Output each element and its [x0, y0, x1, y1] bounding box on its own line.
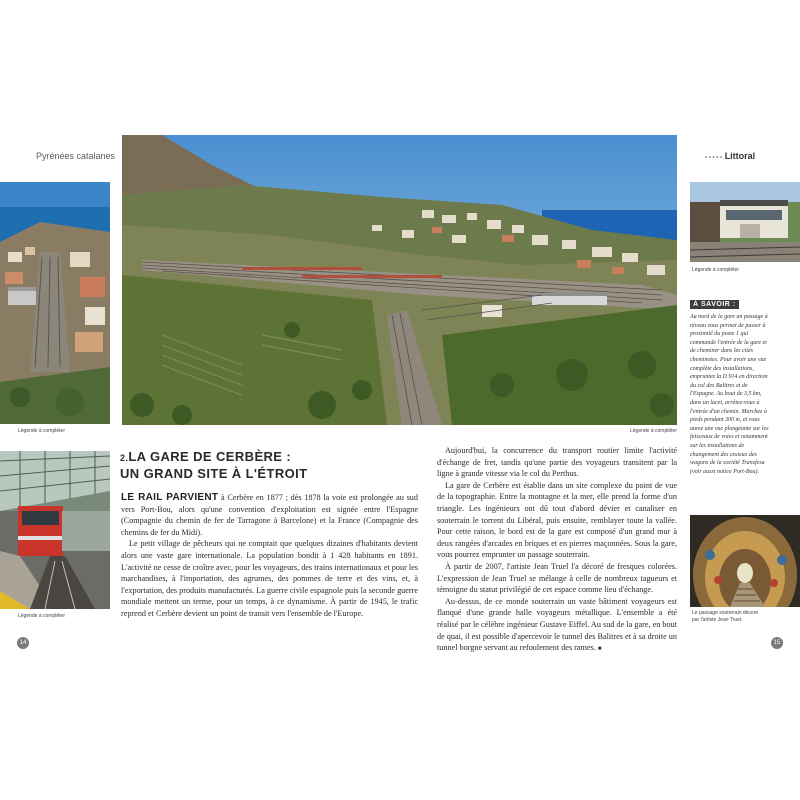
- caption-right-bottom: [692, 610, 758, 623]
- article-title-line2: UN GRAND SITE À L'ÉTROIT: [120, 466, 308, 481]
- running-header-left: Pyrénées catalanes: [36, 151, 116, 161]
- article-p6: Au-dessus, de ce monde souterrain un vaste bâtiment voyageurs est flanqué d'une grande halle voyageurs métallique. L'ensemble a été réalisé par le célèbre ingénieur Gustave Eiffel. Au sud de la gare, en bout de quai, il est possible d'apercevoir le tunnel des Balitres et à sa droite un tunnel borgne servant au refoulement des rames.: [437, 596, 677, 653]
- sidebar-label: À SAVOIR :: [690, 300, 739, 309]
- article-title-line1: LA GARE DE CERBÈRE :: [128, 449, 292, 464]
- header-dots: • • • • •: [705, 155, 723, 161]
- caption-right-top: Légende à compléter: [692, 267, 739, 273]
- photo-decorated-underpass: [690, 515, 800, 607]
- article-column-left: [121, 492, 418, 620]
- article-p2: Le petit village de pêcheurs qui ne comptait que quelques dizaines d'habitants devient alors une vaste gare internationale. La population bondit à 1 428 habitants en 1891. L'activité ne cesse de croître avec, pour les voyageurs, des trains internationaux et pour les marchandises, à l'importation, des agrumes, des pommes de terre et des vins, et, à l'exportation, des produits manufacturés. La guerre civile espagnole puis la seconde guerre mondiale mettent un terme, pour un temps, à ce dynamisme. À partir de 1945, le trafic reprend et Cerbère devient un point de transit vers l'ensemble de l'Europe.: [121, 539, 418, 618]
- article-title: [120, 449, 420, 481]
- photo-signal-box: [690, 182, 800, 262]
- photo-station-hall: [0, 451, 110, 609]
- sidebar-a-savoir: [690, 293, 772, 476]
- photo-cerbere-coast: [0, 182, 110, 424]
- article-end-mark: ■: [597, 646, 602, 653]
- article-lead: LE RAIL PARVIENT: [121, 492, 219, 503]
- right-section-title: Littoral: [724, 151, 756, 161]
- article-p3: Aujourd'hui, la concurrence du transport routier limite l'activité d'échange de fret, tandis qu'une partie des voyageurs transitent par la ligne à grande vitesse via le col du Perthus.: [437, 446, 677, 479]
- caption-left-top: Légende à compléter: [18, 428, 65, 434]
- page-number-right: 15: [771, 637, 783, 649]
- article-number: 2.: [120, 453, 129, 463]
- caption-right-bottom-line2: par l'artiste Jean Truel.: [692, 616, 743, 623]
- sidebar-text: Au nord de la gare un passage à niveau vous permet de passer à proximité du poste 1 qui commande l'entrée de la gare et de cheminer dans les cités cheminotes. Pour avoir une vue complète des installations, empruntez la D 914 en direction du col des Balitres et de l'Espagne. Au bout de 3,5 km, dans un lacet, arrêtez-vous à l'entrée d'un chemin. Marchez à pieds pendant 300 m, et vous aurez une vue plongeante sur les faisceaux de voies et notamment sur les installations de changement des essieux des wagons de la société Transfesa (voir aussi notice Port-Bou).: [690, 314, 769, 475]
- page-number-left: 14: [17, 637, 29, 649]
- caption-main: Légende à compléter: [630, 428, 677, 434]
- article-column-right: [437, 445, 677, 656]
- article-p4: La gare de Cerbère est établie dans un site complexe du point de vue de la topographie. Entre la montagne et la mer, elle prend la forme d'un triangle. Les ingénieurs ont dû tout d'abord dévier et canaliser en souterrain le torrent du Libéral, puis ensuite, remblayer toute la vallée. Pour cette raison, le bord est de la gare est composé d'un grand mur à deux rangées d'arcades en briques et en pierres maçonnées. Sous la gare, vous pourrez emprunter un passage souterrain.: [437, 480, 677, 560]
- photo-cerbere-station-panorama: [122, 135, 677, 425]
- running-header-right: [705, 151, 755, 161]
- article-p1: à Cerbère en 1877 ; dès 1878 la voie est prolongée au sud vers Port-Bou, alors qu'une convention d'exploitation est signée entre l'Espagne (Compagnie du chemin de fer de Tarragone à Barcelone) et la France (Compagnie des chemins de fer du Midi).: [121, 493, 418, 537]
- caption-left-bottom: Légende à compléter: [18, 613, 65, 619]
- caption-right-bottom-line1: Le passage souterrain décoré: [692, 610, 759, 616]
- article-p5: À partir de 2007, l'artiste Jean Truel l'a décoré de fresques colorées. L'expression de Jean Truel se mélange à celle de nombreux tagueurs et témoigne du statut privilégié de cet espace comme lieu d'échange.: [437, 561, 677, 595]
